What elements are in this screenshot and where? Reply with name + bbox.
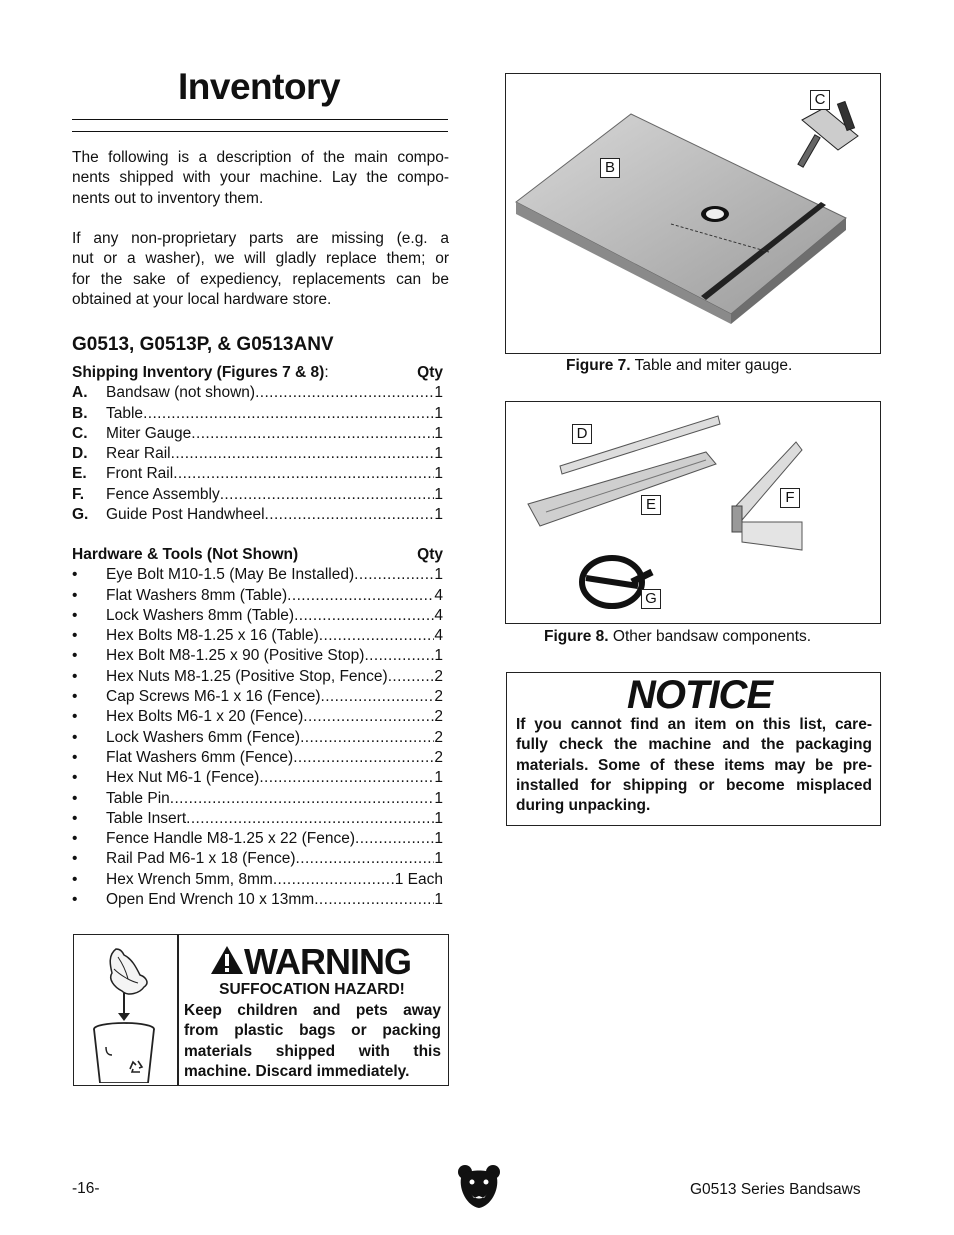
item-key: E. [72,465,87,483]
leader-dots [293,748,434,768]
leader-dots [355,829,434,849]
warning-line: machine. Discard immediately. [184,1062,410,1080]
leader-dots [354,565,434,585]
bullet: • [72,769,78,787]
item-key: C. [72,424,88,442]
shipping-item [72,383,443,403]
hardware-item [72,768,443,788]
notice-line: fully check the machine and the packaging [516,736,872,754]
hardware-item [72,565,443,585]
hardware-item [72,809,443,829]
leader-dots [321,687,435,707]
figure-7-caption-text: Table and miter gauge. [630,357,793,374]
bullet: • [72,830,78,848]
components-illustration [506,402,879,622]
item-name: Table Insert [106,809,187,827]
leader-dots [296,849,435,869]
item-qty: 4 [434,627,443,645]
hardware-item [72,728,443,748]
table-illustration [506,74,879,352]
intro-line: The following is a description of the main compo- [72,149,449,166]
bullet: • [72,566,78,584]
hardware-item [72,789,443,809]
leader-dots [364,646,434,666]
item-key: B. [72,404,88,422]
notice-box [506,672,881,826]
page-number: -16- [72,1180,100,1197]
hardware-item [72,667,443,687]
item-qty: 1 [434,850,443,868]
leader-dots [303,707,434,727]
hardware-item [72,626,443,646]
callout-c: C [810,90,830,110]
item-name: Bandsaw (not shown) [106,384,256,402]
intro-paragraph [72,148,449,209]
leader-dots [220,485,435,505]
leader-dots [259,768,434,788]
bullet: • [72,850,78,868]
item-qty: 1 [434,830,443,848]
warning-line: Keep children and pets away [184,1002,441,1019]
item-name: Fence Handle M8-1.25 x 22 (Fence) [106,830,355,848]
item-qty: 1 Each [394,870,443,888]
shipping-item [72,404,443,424]
item-name: Hex Bolts M6-1 x 20 (Fence) [106,708,304,726]
model-heading: G0513, G0513P, & G0513ANV [72,334,334,355]
figure-8-caption-text: Other bandsaw components. [608,628,812,645]
hardware-item [72,606,443,626]
item-key: D. [72,445,88,463]
item-qty: 1 [434,891,443,909]
item-name: Flat Washers 8mm (Table) [106,586,288,604]
leader-dots [143,404,434,424]
bullet: • [72,708,78,726]
figure-8-label: Figure 8. [544,628,609,645]
figure-7-frame [505,73,881,354]
item-qty: 1 [434,506,443,524]
shipping-item [72,505,443,525]
warning-triangle-icon [210,945,244,975]
item-name: Hex Nut M6-1 (Fence) [106,769,260,787]
item-name: Hex Wrench 5mm, 8mm [106,870,273,888]
bullet: • [72,748,78,766]
notice-line: installed for shipping or become misplaced [516,776,872,794]
shipping-inventory-list [72,363,443,525]
warning-box [73,934,449,1086]
item-name: Lock Washers 6mm (Fence) [106,728,301,746]
item-name: Fence Assembly [106,485,220,503]
bullet: • [72,809,78,827]
item-name: Cap Screws M6-1 x 16 (Fence) [106,688,321,706]
leader-dots [186,809,434,829]
item-name: Rail Pad M6-1 x 18 (Fence) [106,850,296,868]
intro-line: nents out to inventory them. [72,189,264,207]
item-qty: 1 [434,789,443,807]
shipping-qty-label: Qty [417,364,443,381]
shipping-item [72,485,443,505]
page-title: Inventory [178,66,341,107]
item-qty: 4 [434,586,443,604]
missing-line: for the sake of expediency, replacements can be [72,270,449,288]
bullet: • [72,647,78,665]
missing-parts-paragraph [72,229,449,310]
figure-7-caption [566,357,792,375]
item-name: Front Rail [106,465,174,483]
item-qty: 1 [434,485,443,503]
hardware-item [72,748,443,768]
callout-b: B [600,158,620,178]
missing-line: If any non-proprietary parts are missing (e.g. a [72,230,449,247]
leader-dots [191,424,434,444]
bullet: • [72,667,78,685]
notice-line: during unpacking. [516,797,651,815]
shipping-item [72,424,443,444]
hardware-list [72,545,443,910]
bullet: • [72,891,78,909]
title-rule-top [72,119,448,120]
figure-8-frame [505,401,881,624]
warning-line: materials shipped with this [184,1042,441,1060]
leader-dots [265,505,435,525]
notice-body [516,715,872,816]
item-name: Lock Washers 8mm (Table) [106,606,295,624]
item-name: Open End Wrench 10 x 13mm [106,891,315,909]
leader-dots [273,870,395,890]
item-name: Hex Bolt M8-1.25 x 90 (Positive Stop) [106,647,365,665]
hardware-item [72,687,443,707]
hardware-item [72,646,443,666]
item-name: Table [106,404,144,422]
series-name: G0513 Series Bandsaws [690,1181,861,1198]
title-rule-bottom [72,131,448,132]
hardware-item [72,829,443,849]
warning-divider [177,935,179,1085]
item-qty: 1 [434,384,443,402]
item-qty: 2 [434,708,443,726]
callout-g: G [641,589,661,609]
leader-dots [300,728,434,748]
item-qty: 1 [434,566,443,584]
bullet: • [72,728,78,746]
item-name: Hex Nuts M8-1.25 (Positive Stop, Fence) [106,667,388,685]
item-key: A. [72,384,88,402]
bear-logo-icon [457,1164,501,1210]
item-qty: 2 [434,728,443,746]
callout-d: D [572,424,592,444]
item-qty: 2 [434,688,443,706]
item-qty: 1 [434,445,443,463]
item-qty: 4 [434,606,443,624]
leader-dots [319,626,435,646]
shipping-item [72,464,443,484]
hardware-item [72,707,443,727]
callout-f: F [780,488,800,508]
item-name: Miter Gauge [106,424,192,442]
figure-8-caption [544,628,811,646]
notice-title: NOTICE [627,673,773,717]
trash-bag-icon [84,943,170,1083]
leader-dots [388,667,435,687]
item-name: Hex Bolts M8-1.25 x 16 (Table) [106,627,319,645]
item-name: Rear Rail [106,445,171,463]
item-name: Guide Post Handwheel [106,506,265,524]
item-qty: 1 [434,404,443,422]
figure-7-label: Figure 7. [566,357,631,374]
leader-dots [314,890,434,910]
warning-title: WARNING [244,941,411,982]
warning-line: from plastic bags or packing [184,1022,441,1040]
warning-body [184,1001,441,1082]
leader-dots [255,383,434,403]
item-qty: 1 [434,769,443,787]
bullet: • [72,606,78,624]
item-qty: 1 [434,424,443,442]
item-key: G. [72,506,89,524]
shipping-inventory-header [72,363,443,383]
leader-dots [287,586,434,606]
item-name: Table Pin [106,789,170,807]
item-key: F. [72,485,85,503]
notice-line: materials. Some of these items may be pre- [516,756,872,774]
missing-line: obtained at your local hardware store. [72,290,332,308]
hardware-heading: Hardware & Tools (Not Shown) [72,546,299,563]
callout-e: E [641,495,661,515]
shipping-heading-colon: : [324,364,329,381]
leader-dots [170,789,435,809]
bullet: • [72,870,78,888]
item-name: Eye Bolt M10-1.5 (May Be Installed) [106,566,355,584]
hardware-item [72,870,443,890]
item-qty: 1 [434,465,443,483]
bullet: • [72,789,78,807]
notice-line: If you cannot find an item on this list, care- [516,716,872,733]
leader-dots [294,606,434,626]
shipping-inventory-heading: Shipping Inventory (Figures 7 & 8) [72,364,325,381]
leader-dots [171,444,435,464]
hardware-item [72,586,443,606]
missing-line: nut or a washer), we will gladly replace them; or [72,250,449,268]
hardware-qty-label: Qty [417,546,443,563]
bullet: • [72,586,78,604]
bullet: • [72,627,78,645]
item-name: Flat Washers 6mm (Fence) [106,748,294,766]
item-qty: 1 [434,809,443,827]
hardware-item [72,890,443,910]
leader-dots [173,464,434,484]
hardware-item [72,849,443,869]
item-qty: 2 [434,748,443,766]
shipping-item [72,444,443,464]
item-qty: 1 [434,647,443,665]
bullet: • [72,688,78,706]
intro-line: nents shipped with your machine. Lay the compo- [72,169,449,187]
hardware-header [72,545,443,565]
item-qty: 2 [434,667,443,685]
warning-subtitle: SUFFOCATION HAZARD! [219,981,405,998]
